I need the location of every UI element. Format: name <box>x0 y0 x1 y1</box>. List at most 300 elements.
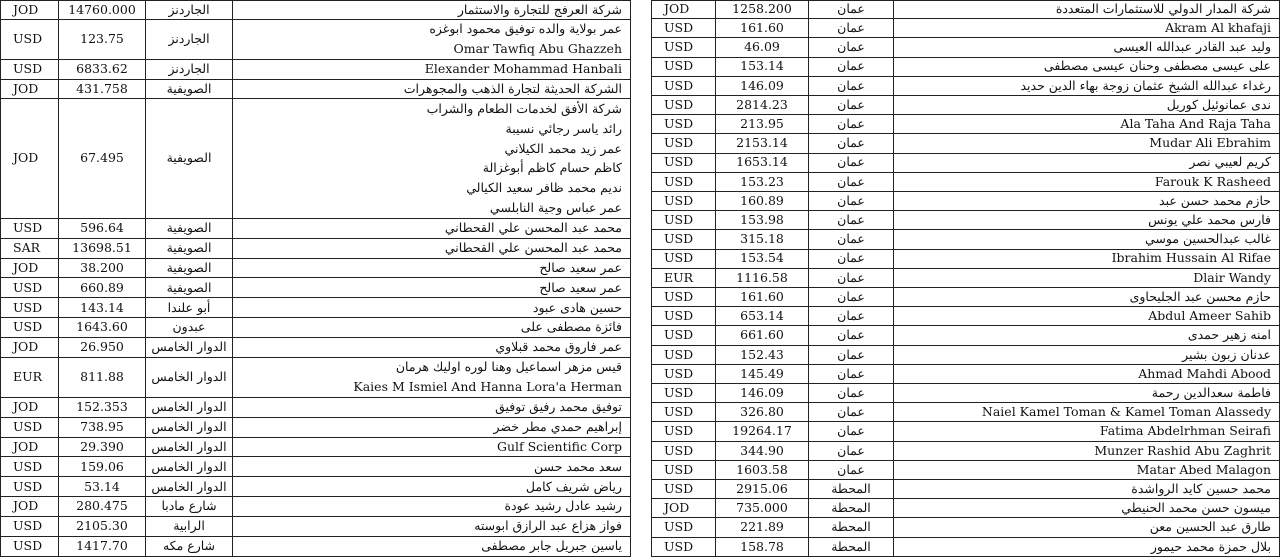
location-cell: عمان <box>809 403 894 421</box>
table-row <box>651 154 1280 173</box>
name-cell <box>894 518 1280 536</box>
name-line: رائد ياسر رجائي نسيبة <box>505 120 622 136</box>
amount-cell: 153.54 <box>716 250 809 268</box>
amount-cell: 159.06 <box>59 457 146 476</box>
name-line: رشيد عادل رشيد عودة <box>504 498 622 514</box>
table-row <box>651 480 1280 499</box>
amount-cell: 661.60 <box>716 326 809 344</box>
table-row <box>0 457 631 477</box>
table-row <box>651 38 1280 57</box>
currency-cell: JOD <box>0 259 59 278</box>
amount-cell: 431.758 <box>59 80 146 99</box>
name-line: Kaies M Ismiel And Hanna Lora'a Herman <box>353 378 622 394</box>
name-cell <box>894 461 1280 479</box>
amount-cell: 146.09 <box>716 77 809 95</box>
currency-cell: USD <box>651 422 716 440</box>
name-line: حازم محسن عبد الجليحاوى <box>1129 288 1271 304</box>
amount-cell: 326.80 <box>716 403 809 421</box>
amount-cell: 152.43 <box>716 346 809 364</box>
name-line: طارق عبد الحسين معن <box>1149 519 1271 535</box>
name-cell <box>894 346 1280 364</box>
currency-cell: USD <box>651 480 716 498</box>
location-cell: أبو علندا <box>146 298 233 317</box>
name-line: حازم محمد حسن عبد <box>1159 192 1271 208</box>
currency-cell: JOD <box>651 499 716 517</box>
location-cell: عمان <box>809 173 894 191</box>
name-line: توفيق محمد رفيق توفيق <box>495 399 622 414</box>
location-cell: المحطة <box>809 480 894 498</box>
location-cell: الدوار الخامس <box>146 438 233 457</box>
amount-cell: 221.89 <box>716 518 809 536</box>
table-row <box>0 497 631 517</box>
location-cell: الصويفية <box>146 239 233 258</box>
table-row <box>651 58 1280 77</box>
amount-cell: 26.950 <box>59 338 146 357</box>
name-line: فاطمة سعدالدين رحمة <box>1151 384 1271 400</box>
name-line: Akram Al khafaji <box>1165 20 1271 36</box>
name-line: ميسون حسن محمد الحنيطي <box>1121 500 1271 516</box>
name-line: عمر سعيد صالح <box>539 279 622 295</box>
amount-cell: 146.09 <box>716 384 809 402</box>
name-line: شركة العرفج للتجارة والاستثمار <box>457 1 622 17</box>
name-cell <box>233 1 631 19</box>
currency-cell: USD <box>0 219 59 238</box>
location-cell: عبدون <box>146 318 233 337</box>
name-line: Elexander Mohammad Hanbali <box>424 60 622 76</box>
location-cell: الصويفية <box>146 219 233 238</box>
name-line: وليد عبد القادر عبدالله العيسى <box>1113 39 1271 55</box>
name-line: إبراهيم حمدي مطر خضر <box>493 418 622 434</box>
name-cell <box>894 326 1280 344</box>
location-cell: عمان <box>809 326 894 344</box>
name-cell <box>894 365 1280 383</box>
currency-cell: USD <box>651 307 716 325</box>
location-cell: عمان <box>809 307 894 325</box>
currency-cell: USD <box>651 38 716 56</box>
amount-cell: 153.98 <box>716 211 809 229</box>
name-line: امنه زهير حمدى <box>1187 327 1271 343</box>
amount-cell: 53.14 <box>59 477 146 496</box>
column-gap <box>631 0 651 559</box>
location-cell: عمان <box>809 211 894 229</box>
table-row <box>0 418 631 438</box>
location-cell: عمان <box>809 346 894 364</box>
currency-cell: USD <box>651 115 716 133</box>
currency-cell: USD <box>0 20 59 59</box>
location-cell: عمان <box>809 422 894 440</box>
name-cell <box>233 278 631 297</box>
location-cell: عمان <box>809 77 894 95</box>
amount-cell: 315.18 <box>716 230 809 248</box>
name-cell <box>894 77 1280 95</box>
name-cell <box>894 230 1280 248</box>
currency-cell: EUR <box>651 269 716 287</box>
currency-cell: USD <box>651 250 716 268</box>
currency-cell: USD <box>0 457 59 476</box>
amount-cell: 2915.06 <box>716 480 809 498</box>
location-cell: الجاردنز <box>146 1 233 19</box>
name-line: Munzer Rashid Abu Zaghrit <box>1094 442 1271 458</box>
currency-cell: USD <box>651 326 716 344</box>
amount-cell: 2153.14 <box>716 134 809 152</box>
currency-cell: USD <box>651 77 716 95</box>
table-row <box>651 269 1280 288</box>
name-cell <box>894 211 1280 229</box>
table-row <box>651 115 1280 134</box>
table-row <box>651 192 1280 211</box>
name-line: عمر زيد محمد الكيلاني <box>504 140 622 156</box>
location-cell: عمان <box>809 19 894 37</box>
location-cell: الدوار الخامس <box>146 477 233 496</box>
name-cell <box>233 398 631 417</box>
location-cell: عمان <box>809 288 894 306</box>
name-line: محمد حسين كايد الرواشدة <box>1131 480 1271 496</box>
amount-cell: 1258.200 <box>716 1 809 18</box>
table-row <box>0 398 631 418</box>
table-row <box>651 346 1280 365</box>
name-cell <box>233 318 631 337</box>
table-row <box>0 318 631 338</box>
amount-cell: 1603.58 <box>716 461 809 479</box>
currency-cell: EUR <box>0 358 59 397</box>
name-line: محمد عبد المحسن علي القحطاني <box>444 219 622 235</box>
name-line: Gulf Scientific Corp <box>496 438 622 454</box>
table-row <box>651 403 1280 422</box>
name-cell <box>894 480 1280 498</box>
name-cell <box>233 298 631 317</box>
name-line: فائزة مصطفى على <box>520 319 622 335</box>
location-cell: الرابية <box>146 517 233 536</box>
table-row <box>651 538 1280 557</box>
location-cell: عمان <box>809 269 894 287</box>
name-line: ندى عمانوئيل كوريل <box>1166 96 1271 112</box>
currency-cell: USD <box>0 278 59 297</box>
table-row <box>0 438 631 458</box>
location-cell: الصويفية <box>146 99 233 217</box>
name-line: عمر بولاية والده توفيق محمود ابوغزه <box>429 21 622 37</box>
table-row <box>0 517 631 537</box>
name-line: رياض شريف كامل <box>525 478 622 494</box>
currency-cell: USD <box>651 538 716 556</box>
name-cell <box>894 173 1280 191</box>
name-line: قيس مزهر اسماعيل وهنا لوره اوليك هرمان <box>395 359 622 375</box>
name-cell <box>894 499 1280 517</box>
currency-cell: USD <box>651 518 716 536</box>
currency-cell: USD <box>651 173 716 191</box>
location-cell: الدوار الخامس <box>146 457 233 476</box>
table-row <box>651 365 1280 384</box>
name-cell <box>894 538 1280 556</box>
amount-cell: 14760.000 <box>59 1 146 19</box>
name-cell <box>233 438 631 457</box>
name-cell <box>233 60 631 79</box>
table-row <box>651 442 1280 461</box>
table-row <box>651 250 1280 269</box>
location-cell: عمان <box>809 384 894 402</box>
name-line: سعد محمد حسن <box>534 458 622 474</box>
table-row <box>651 288 1280 307</box>
amount-cell: 153.14 <box>716 58 809 76</box>
location-cell: عمان <box>809 192 894 210</box>
amount-cell: 213.95 <box>716 115 809 133</box>
name-line: فارس محمد علي يونس <box>1148 212 1271 228</box>
table-row <box>0 99 631 218</box>
name-cell <box>233 358 631 397</box>
currency-cell: USD <box>651 211 716 229</box>
amount-cell: 145.49 <box>716 365 809 383</box>
name-line: غالب عبدالحسين موسي <box>1144 231 1271 247</box>
location-cell: عمان <box>809 461 894 479</box>
amount-cell: 152.353 <box>59 398 146 417</box>
table-row <box>0 338 631 358</box>
table-row <box>0 537 631 557</box>
name-line: فواز هزاع عبد الرازق ابوسته <box>474 518 622 534</box>
location-cell: عمان <box>809 96 894 114</box>
name-line: Fatima Abdelrhman Seirafi <box>1099 423 1271 439</box>
amount-cell: 2105.30 <box>59 517 146 536</box>
table-row <box>0 80 631 100</box>
amount-cell: 6833.62 <box>59 60 146 79</box>
currency-cell: USD <box>651 403 716 421</box>
location-cell: شارع مادبا <box>146 497 233 516</box>
table-row <box>651 0 1280 19</box>
amount-cell: 46.09 <box>716 38 809 56</box>
name-cell <box>894 384 1280 402</box>
table-row <box>651 19 1280 38</box>
location-cell: الصويفية <box>146 80 233 99</box>
currency-cell: JOD <box>0 398 59 417</box>
location-cell: عمان <box>809 154 894 172</box>
amount-cell: 19264.17 <box>716 422 809 440</box>
location-cell: الدوار الخامس <box>146 338 233 357</box>
table-row <box>651 173 1280 192</box>
amount-cell: 344.90 <box>716 442 809 460</box>
name-cell <box>894 96 1280 114</box>
currency-cell: JOD <box>651 1 716 18</box>
name-line: عمر عباس وجية النابلسي <box>489 199 622 215</box>
name-line: Mudar Ali Ebrahim <box>1149 135 1271 151</box>
name-line: Omar Tawfiq Abu Ghazzeh <box>453 40 622 56</box>
name-cell <box>894 38 1280 56</box>
table-row <box>0 477 631 497</box>
name-line: Naiel Kamel Toman & Kamel Toman Alassedy <box>981 404 1271 420</box>
name-cell <box>233 517 631 536</box>
table-row <box>0 219 631 239</box>
location-cell: شارع مكه <box>146 537 233 556</box>
currency-cell: USD <box>651 154 716 172</box>
amount-cell: 653.14 <box>716 307 809 325</box>
table-row <box>651 518 1280 537</box>
name-line: الشركة الحديثة لتجارة الذهب والمجوهرات <box>403 80 622 96</box>
name-cell <box>233 457 631 476</box>
location-cell: الدوار الخامس <box>146 418 233 437</box>
currency-cell: USD <box>651 461 716 479</box>
amount-cell: 1643.60 <box>59 318 146 337</box>
name-line: Dlair Wandy <box>1193 269 1271 285</box>
currency-cell: USD <box>0 477 59 496</box>
amount-cell: 13698.51 <box>59 239 146 258</box>
name-line: شركة الأفق لخدمات الطعام والشراب <box>426 101 622 117</box>
currency-cell: USD <box>0 318 59 337</box>
name-cell <box>894 422 1280 440</box>
location-cell: عمان <box>809 1 894 18</box>
table-row <box>0 60 631 80</box>
name-line: على عيسى مصطفى وحنان عيسى مصطفى <box>1043 58 1271 74</box>
name-cell <box>233 80 631 99</box>
table-row <box>651 134 1280 153</box>
amount-cell: 143.14 <box>59 298 146 317</box>
name-cell <box>894 307 1280 325</box>
name-line: Ahmad Mahdi Abood <box>1138 365 1271 381</box>
name-cell <box>894 134 1280 152</box>
table-row <box>651 384 1280 403</box>
location-cell: عمان <box>809 115 894 133</box>
amount-cell: 2814.23 <box>716 96 809 114</box>
name-cell <box>233 20 631 59</box>
currency-cell: USD <box>0 298 59 317</box>
table-row <box>0 0 631 20</box>
location-cell: المحطة <box>809 538 894 556</box>
amount-cell: 29.390 <box>59 438 146 457</box>
name-line: Abdul Ameer Sahib <box>1148 308 1271 324</box>
name-cell <box>233 418 631 437</box>
currency-cell: USD <box>651 365 716 383</box>
name-line: بلال حمزة محمد حيمور <box>1150 538 1271 554</box>
table-row <box>651 96 1280 115</box>
location-cell: عمان <box>809 365 894 383</box>
name-cell <box>233 99 631 217</box>
name-cell <box>894 442 1280 460</box>
name-line: عدنان زبون بشير <box>1182 346 1271 362</box>
name-cell <box>233 497 631 516</box>
table-row <box>0 239 631 259</box>
table-row <box>651 211 1280 230</box>
name-line: رغداء عبدالله الشيخ عثمان زوجة بهاء الدين حديد <box>1020 77 1271 93</box>
name-line: حسين هادى عبود <box>532 299 622 315</box>
currency-cell: USD <box>651 230 716 248</box>
amount-cell: 1417.70 <box>59 537 146 556</box>
currency-cell: USD <box>0 517 59 536</box>
amount-cell: 160.89 <box>716 192 809 210</box>
table-row <box>651 499 1280 518</box>
currency-cell: USD <box>651 19 716 37</box>
currency-cell: USD <box>651 384 716 402</box>
amount-cell: 153.23 <box>716 173 809 191</box>
name-cell <box>894 19 1280 37</box>
location-cell: عمان <box>809 58 894 76</box>
name-line: Ala Taha And Raja Taha <box>1120 116 1271 132</box>
table-row <box>651 422 1280 441</box>
location-cell: عمان <box>809 134 894 152</box>
name-cell <box>894 403 1280 421</box>
name-line: شركة المدار الدولي للاستثمارات المتعددة <box>1055 1 1271 17</box>
location-cell: الصويفية <box>146 259 233 278</box>
name-line: Ibrahim Hussain Al Rifae <box>1111 250 1271 266</box>
name-cell <box>894 154 1280 172</box>
location-cell: عمان <box>809 38 894 56</box>
currency-cell: USD <box>651 442 716 460</box>
location-cell: عمان <box>809 250 894 268</box>
name-cell <box>233 477 631 496</box>
table-row <box>651 326 1280 345</box>
table-row <box>651 230 1280 249</box>
currency-cell: JOD <box>0 99 59 217</box>
name-line: Matar Abed Malagon <box>1136 461 1271 477</box>
location-cell: عمان <box>809 442 894 460</box>
table-row <box>0 259 631 279</box>
currency-cell: USD <box>651 96 716 114</box>
currency-cell: USD <box>651 192 716 210</box>
currency-cell: USD <box>651 134 716 152</box>
name-line: عمر فاروق محمد قبلاوي <box>495 339 622 355</box>
currency-cell: JOD <box>0 80 59 99</box>
currency-cell: USD <box>0 418 59 437</box>
amount-cell: 596.64 <box>59 219 146 238</box>
currency-cell: USD <box>0 537 59 556</box>
left-table <box>0 0 631 557</box>
amount-cell: 811.88 <box>59 358 146 397</box>
currency-cell: JOD <box>0 338 59 357</box>
name-cell <box>894 192 1280 210</box>
name-cell <box>233 239 631 258</box>
table-row <box>0 358 631 398</box>
name-cell <box>894 115 1280 133</box>
name-line: ياسين جبريل جابر مصطفى <box>481 538 622 554</box>
name-line: كريم لعيبي نصر <box>1189 154 1271 170</box>
amount-cell: 161.60 <box>716 19 809 37</box>
name-cell <box>894 250 1280 268</box>
location-cell: عمان <box>809 230 894 248</box>
currency-cell: JOD <box>0 497 59 516</box>
location-cell: الدوار الخامس <box>146 358 233 397</box>
name-line: Farouk K Rasheed <box>1154 173 1271 189</box>
table-row <box>0 278 631 298</box>
right-table <box>651 0 1280 557</box>
name-cell <box>894 58 1280 76</box>
amount-cell: 38.200 <box>59 259 146 278</box>
name-cell <box>894 1 1280 18</box>
amount-cell: 123.75 <box>59 20 146 59</box>
currency-cell: USD <box>651 58 716 76</box>
amount-cell: 1116.58 <box>716 269 809 287</box>
name-line: كاظم حسام كاظم أبوغزالة <box>482 160 622 176</box>
currency-cell: USD <box>651 288 716 306</box>
location-cell: الجاردنز <box>146 20 233 59</box>
name-line: محمد عبد المحسن علي القحطاني <box>444 239 622 255</box>
name-cell <box>233 219 631 238</box>
table-row <box>0 20 631 60</box>
table-row <box>651 77 1280 96</box>
currency-cell: SAR <box>0 239 59 258</box>
name-cell <box>233 537 631 556</box>
location-cell: المحطة <box>809 499 894 517</box>
currency-cell: USD <box>0 60 59 79</box>
name-cell <box>894 288 1280 306</box>
name-line: عمر سعيد صالح <box>539 259 622 275</box>
amount-cell: 660.89 <box>59 278 146 297</box>
currency-cell: JOD <box>0 438 59 457</box>
amount-cell: 158.78 <box>716 538 809 556</box>
location-cell: الجاردنز <box>146 60 233 79</box>
amount-cell: 161.60 <box>716 288 809 306</box>
name-line: نديم محمد ظافر سعيد الكيالي <box>466 179 622 195</box>
amount-cell: 280.475 <box>59 497 146 516</box>
name-cell <box>233 259 631 278</box>
amount-cell: 738.95 <box>59 418 146 437</box>
currency-cell: USD <box>651 346 716 364</box>
table-row <box>0 298 631 318</box>
table-row <box>651 461 1280 480</box>
